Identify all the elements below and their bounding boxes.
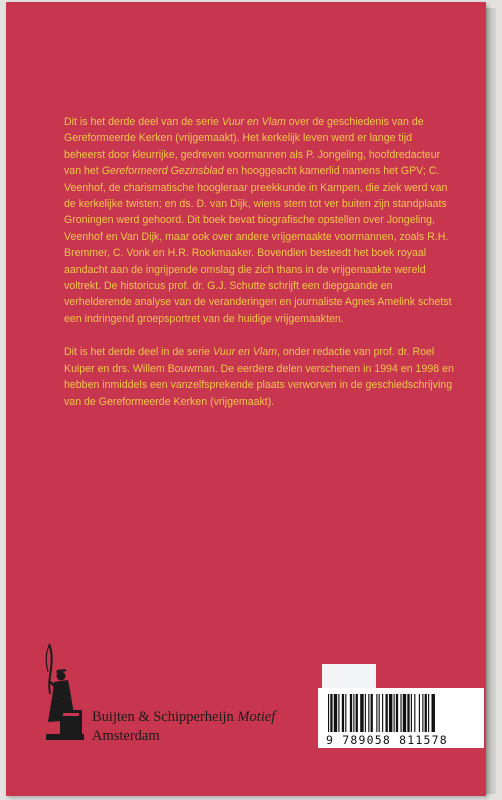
- series-title: Vuur en Vlam: [213, 346, 277, 359]
- barcode-bar: [330, 694, 332, 732]
- barcode-bar: [382, 694, 383, 732]
- series-title: Vuur en Vlam: [221, 116, 286, 128]
- barcode-bar: [356, 694, 358, 732]
- barcode-bar: [342, 694, 344, 732]
- barcode-bar: [414, 694, 415, 732]
- barcode-bar: [350, 694, 352, 732]
- barcode-bar: [334, 694, 337, 732]
- barcode-bar: [345, 694, 346, 732]
- barcode-bar: [422, 694, 423, 732]
- barcode-bars-icon: [326, 694, 476, 732]
- barcode: [318, 688, 484, 748]
- barcode-bar: [407, 694, 409, 732]
- barcode-bar: [328, 694, 329, 732]
- barcode-bar: [379, 694, 380, 732]
- barcode-bar: [428, 694, 429, 732]
- publisher-city: Amsterdam: [92, 728, 160, 744]
- magazine-title: Gereformeerd Gezinsblad: [101, 165, 224, 178]
- blurb-paragraph-1: Dit is het derde deel van de serie Vuur en Vlam over de geschiedenis van de Gereformeerde Kerken (vrijgemaakt). Het kerkelijk leven werd er lange tijd beheerst door kleurrijke, gedreven voormannen als P. Jongeling, hoofdredacteur van het Gereformeerd Gezinsblad en hooggeacht kamerlid namens het GPV; C. Veenhof, de charismatische hoogleraar preekkunde in Kampen, die ziek werd van de kerkelijke twisten; en ds. D. van Dijk, wiens stem tot ver buiten zijn standplaats Groningen werd gehoord. Dit boek bevat biografische opstellen over Jongeling, Veenhof en Van Dijk, maar ook over andere vrijgemaakte voormannen, zoals R.H. Bremmer, C. Vonk en H.R. Rookmaaker. Bovendien besteedt het boek royaal aandacht aan de ingrijpende omslag die zich thans in de vrijgemaakte wereld voltrekt. De historicus prof. dr. G.J. Schutte schrijft een diepgaande en verhelderende analyse van de veranderingen en journaliste Agnes Amelink schetst een indringend groepsportret van de huidige vrijgemaakten.: [64, 116, 452, 325]
- barcode-bar: [360, 694, 363, 732]
- barcode-bar: [396, 694, 398, 732]
- barcode-bar: [376, 694, 377, 732]
- barcode-bar: [403, 694, 406, 732]
- barcode-bar: [338, 694, 339, 732]
- publisher-logo-icon: [40, 642, 86, 744]
- publisher-name: Buijten & Schipperheijn Motief: [92, 709, 276, 725]
- barcode-bar: [394, 694, 395, 732]
- back-cover: [6, 2, 486, 796]
- price-sticker-remnant: [322, 664, 376, 690]
- barcode-bar: [389, 694, 392, 732]
- blurb-text: [64, 114, 454, 427]
- isbn-number: 9 789058 811578: [326, 733, 448, 747]
- barcode-bar: [386, 694, 388, 732]
- barcode-bar: [400, 694, 401, 732]
- barcode-bar: [411, 694, 412, 732]
- barcode-bar: [419, 694, 420, 732]
- barcode-bar: [365, 694, 366, 732]
- barcode-bar: [353, 694, 354, 732]
- page-edge: [486, 8, 496, 794]
- barcode-bar: [368, 694, 369, 732]
- barcode-bar: [425, 694, 427, 732]
- barcode-bar: [432, 694, 435, 732]
- barcode-bar: [371, 694, 373, 732]
- blurb-paragraph-2: Dit is het derde deel in de serie Vuur en Vlam, onder redactie van prof. dr. Roel Kuiper en drs. Willem Bouwman. De eerdere delen verschenen in 1994 en 1998 en hebben inmiddels een vanzelfsprekende plaats verworven in de geschiedschrijving van de Gereformeerde Kerken (vrijgemaakt).: [64, 346, 454, 408]
- imprint-name: Motief: [237, 709, 276, 725]
